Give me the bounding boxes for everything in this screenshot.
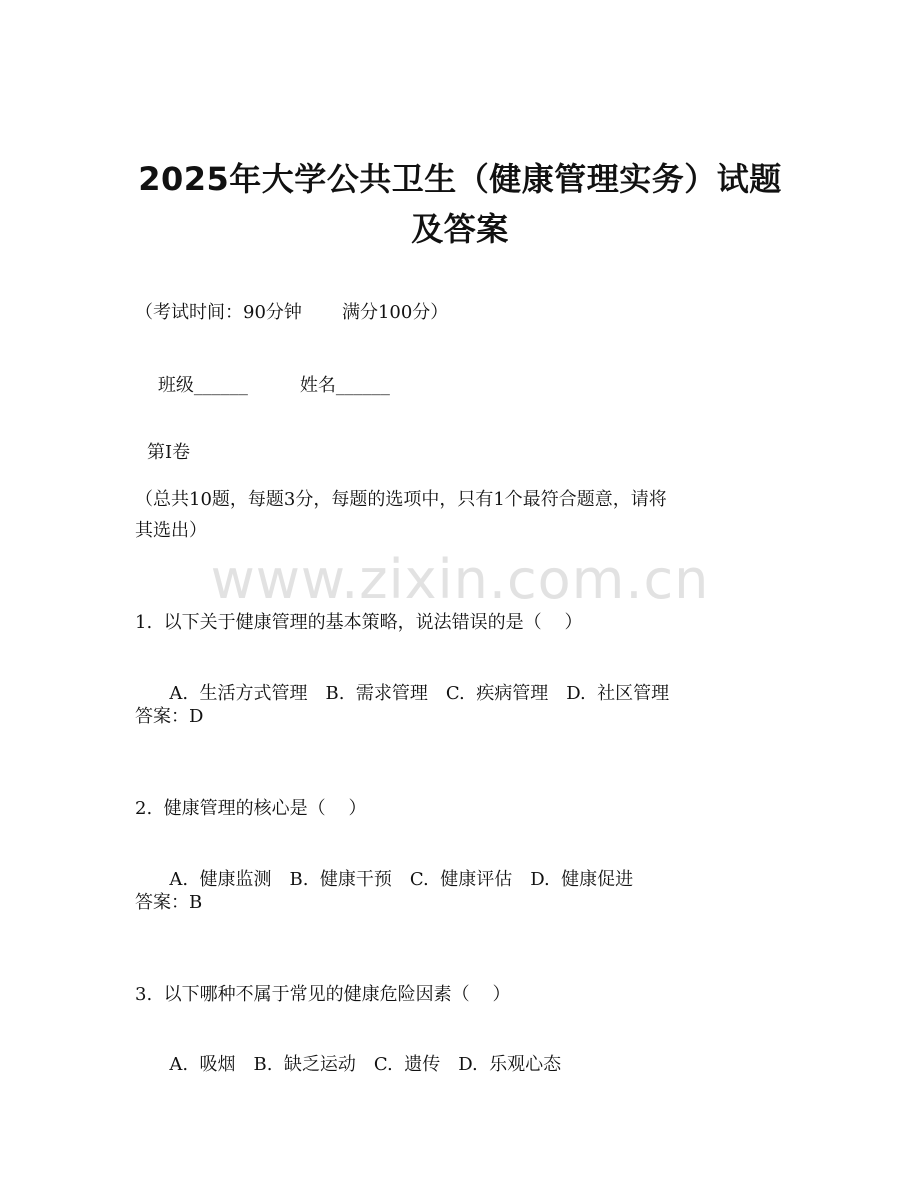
option-d: D. 社区管理 — [566, 683, 670, 704]
option-c: C. 疾病管理 — [445, 683, 549, 704]
option-a: A. 健康监测 — [169, 869, 272, 890]
option-c: C. 健康评估 — [409, 869, 513, 890]
name-field-label: 姓名______ — [299, 375, 390, 396]
option-b: B. 健康干预 — [289, 869, 392, 890]
question-answer: 答案：D — [135, 706, 204, 727]
option-a: A. 吸烟 — [169, 1054, 236, 1075]
question-options — [135, 844, 633, 916]
question-answer: 答案：B — [135, 892, 203, 913]
option-d: D. 健康促进 — [530, 869, 634, 890]
question-stem: 1. 以下关于健康管理的基本策略，说法错误的是（ ） — [135, 612, 583, 633]
instructions-line-1: （总共10题，每题3分，每题的选项中，只有1个最符合题意，请将 — [135, 489, 667, 510]
student-info-row — [135, 350, 390, 422]
option-a: A. 生活方式管理 — [169, 683, 308, 704]
question-options — [135, 1029, 561, 1101]
question-options — [135, 658, 669, 730]
section-heading: 第Ⅰ卷 — [147, 442, 191, 463]
exam-info: （考试时间：90分钟 满分100分） — [135, 302, 449, 323]
class-field-label: 班级______ — [157, 375, 248, 396]
instructions-line-2: 其选出） — [135, 520, 207, 541]
watermark: www.zixin.com.cn — [210, 548, 710, 611]
option-d: D. 乐观心态 — [458, 1054, 562, 1075]
option-b: B. 缺乏运动 — [253, 1054, 356, 1075]
document-title-line-2: 及答案 — [411, 210, 509, 248]
option-c: C. 遗传 — [373, 1054, 441, 1075]
question-stem: 3. 以下哪种不属于常见的健康危险因素（ ） — [135, 984, 511, 1005]
document-title-line-1: 2025年大学公共卫生（健康管理实务）试题 — [138, 160, 782, 198]
question-stem: 2. 健康管理的核心是（ ） — [135, 798, 367, 819]
option-b: B. 需求管理 — [325, 683, 428, 704]
